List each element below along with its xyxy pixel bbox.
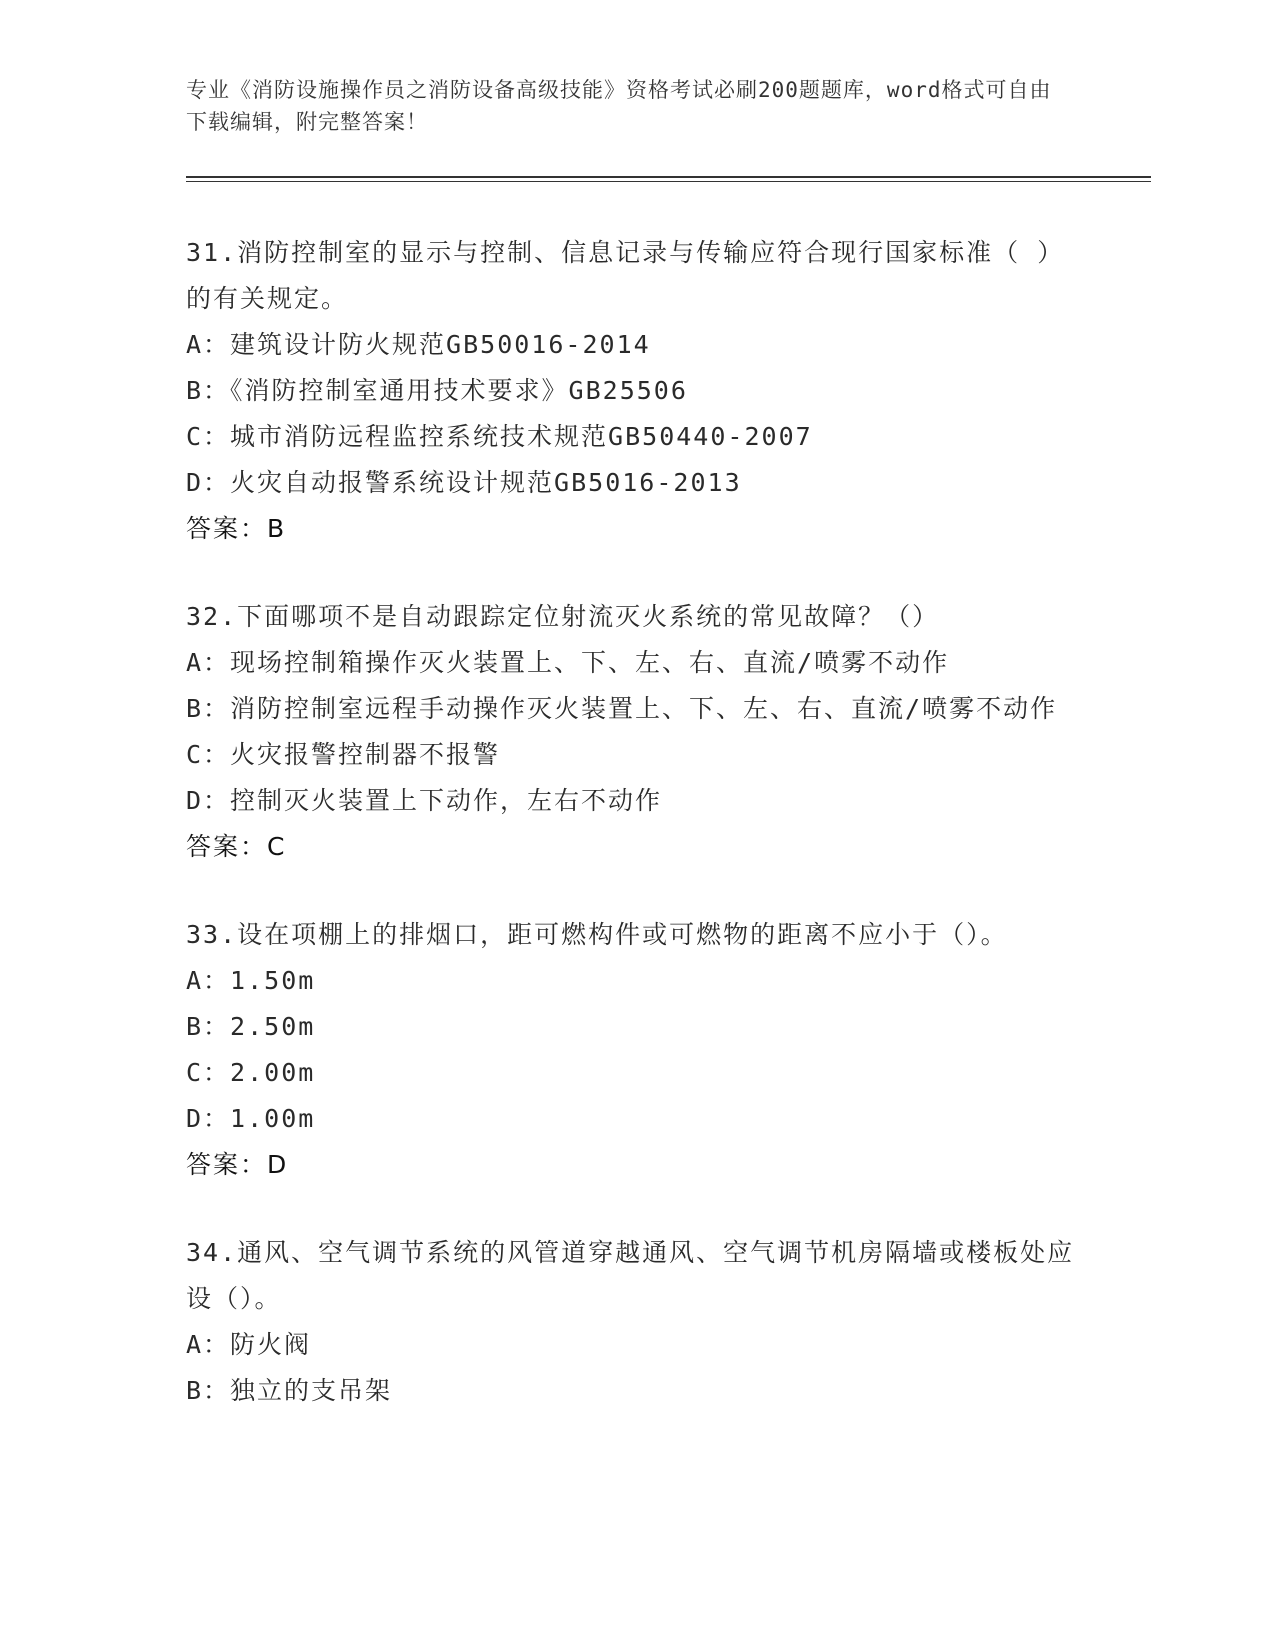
option-a: A：防火阀 — [186, 1330, 312, 1359]
option-b: B：2.50m — [186, 1012, 316, 1041]
question-stem: 31.消防控制室的显示与控制、信息记录与传输应符合现行国家标准（ ）的有关规定。 — [186, 238, 1065, 313]
option-a: A：现场控制箱操作灭火装置上、下、左、右、直流/喷雾不动作 — [186, 648, 950, 677]
option-c: C：2.00m — [186, 1058, 316, 1087]
question-stem: 32.下面哪项不是自动跟踪定位射流灭火系统的常见故障？（） — [186, 602, 940, 631]
question-34 — [186, 1230, 1076, 1414]
option-b: B：独立的支吊架 — [186, 1376, 393, 1405]
option-d: D：火灾自动报警系统设计规范GB5016-2013 — [186, 468, 742, 497]
option-a: A：建筑设计防火规范GB50016-2014 — [186, 330, 651, 359]
option-d: D：控制灭火装置上下动作，左右不动作 — [186, 786, 663, 815]
header-divider-thick — [186, 176, 1151, 178]
answer: 答案：D — [186, 1150, 289, 1179]
option-d: D：1.00m — [186, 1104, 316, 1133]
answer: 答案：B — [186, 514, 287, 543]
question-list — [186, 230, 1076, 1456]
answer: 答案：C — [186, 832, 287, 861]
question-32 — [186, 594, 1076, 870]
option-b: B：消防控制室远程手动操作灭火装置上、下、左、右、直流/喷雾不动作 — [186, 694, 1058, 723]
document-header: 专业《消防设施操作员之消防设备高级技能》资格考试必刷200题题库，word格式可自由下载编辑，附完整答案！ — [186, 78, 1052, 134]
option-a: A：1.50m — [186, 966, 316, 995]
option-b: B：《消防控制室通用技术要求》GB25506 — [186, 376, 688, 405]
header-divider-thin — [186, 181, 1151, 182]
option-c: C：火灾报警控制器不报警 — [186, 740, 501, 769]
question-31 — [186, 230, 1076, 552]
question-33 — [186, 912, 1076, 1188]
question-stem: 34.通风、空气调节系统的风管道穿越通风、空气调节机房隔墙或楼板处应设（）。 — [186, 1238, 1075, 1313]
question-stem: 33.设在项棚上的排烟口，距可燃构件或可燃物的距离不应小于（）。 — [186, 920, 1008, 949]
option-c: C：城市消防远程监控系统技术规范GB50440-2007 — [186, 422, 813, 451]
